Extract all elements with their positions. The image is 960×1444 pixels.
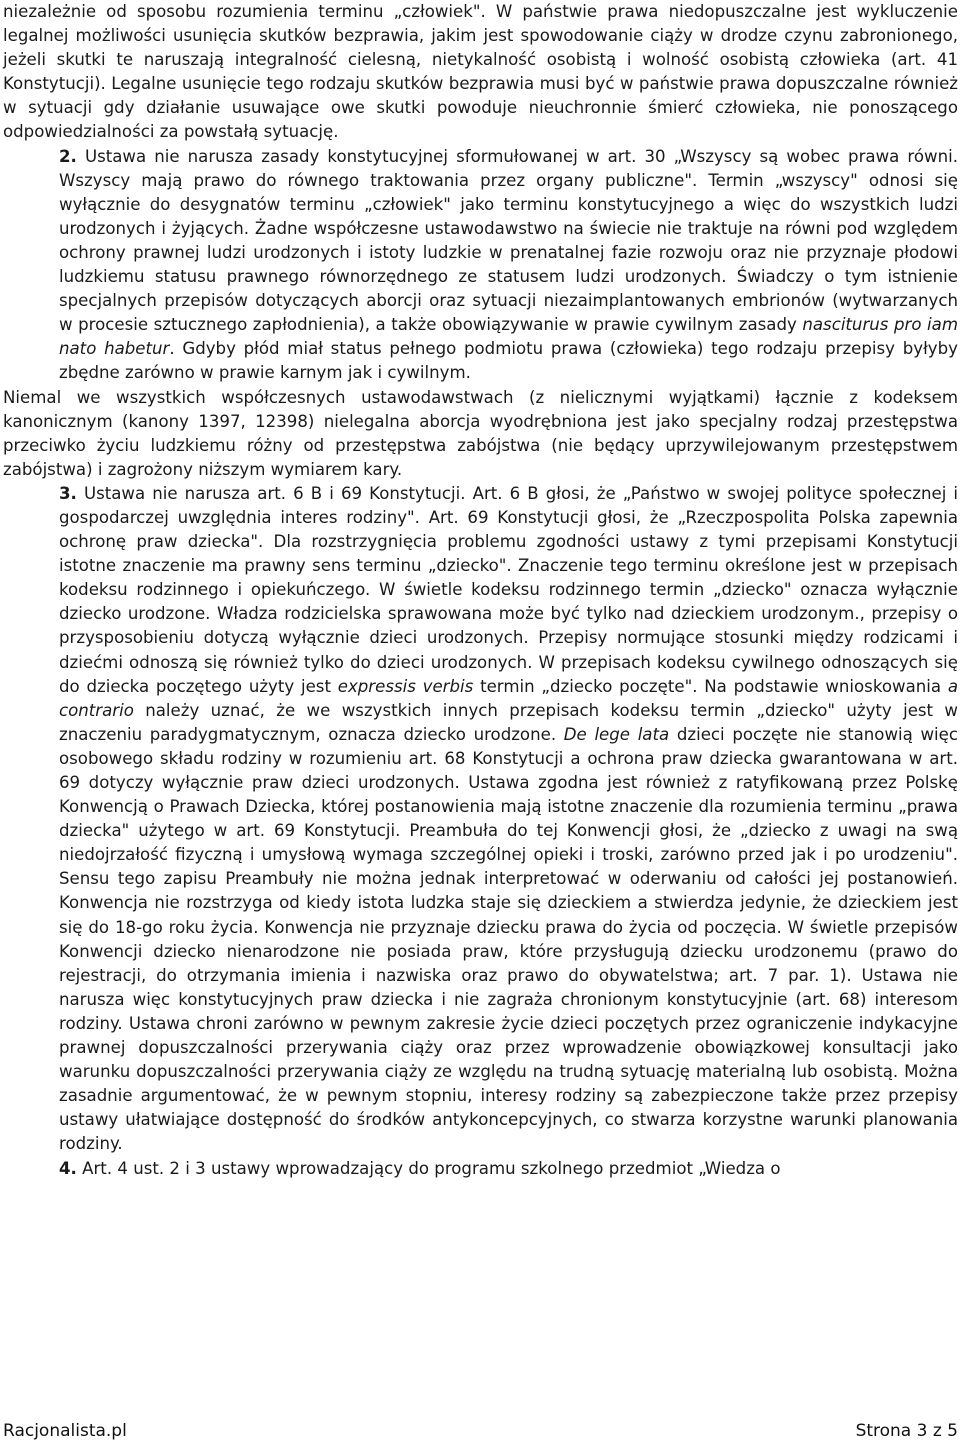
paragraph-5 xyxy=(3,1157,958,1181)
latin-phrase: a contrario xyxy=(59,676,958,720)
paragraph-4-text-c: należy uznać, że we wszystkich innych przepisach kodeksu termin „dziecko" użyty jest w znaczeniu paradygmatycznym, oznacza dziecko urodzone. xyxy=(59,700,958,744)
paragraph-1: niezależnie od sposobu rozumienia terminu „człowiek". W państwie prawa niedopuszczalne jest wykluczenie legalnej możliwości usunięcia skutków bezprawia, jakim jest spowodowanie ciąży w drodze czynu zabronionego, jeżeli skutki te naruszają integralność cielesną, nietykalność osobistą i wolność osobistą człowieka (art. 41 Konstytucji). Legalne usunięcie tego rodzaju skutków bezprawia musi być w państwie prawa dopuszczalne również w sytuacji gdy działanie usuwające owe skutki powoduje nieuchronnie śmierć człowieka, nie ponoszącego odpowiedzialności za powstałą sytuację. xyxy=(3,2,958,142)
paragraph-4 xyxy=(3,482,958,1157)
footer-page-number: Strona 3 z 5 xyxy=(855,1421,958,1441)
paragraph-2 xyxy=(3,145,958,386)
paragraph-3: Niemal we wszystkich współczesnych ustawodawstwach (z nielicznymi wyjątkami) łącznie z kodeksem kanonicznym (kanony 1397, 12398) nielegalna aborcja wyodrębniona jest jako specjalny rodzaj przestępstwa przeciwko życiu ludzkiemu różny od przestępstwa zabójstwa (nie będący uprzywilejowanym przestępstwem zabójstwa) i zagrożony niższym wymiarem kary. xyxy=(3,387,958,479)
latin-phrase: De lege lata xyxy=(563,724,670,744)
latin-phrase: nasciturus pro iam nato habetur xyxy=(59,315,958,359)
footer-site-name: Racjonalista.pl xyxy=(3,1421,127,1441)
paragraph-2-text-a: Ustawa nie narusza zasady konstytucyjnej sformułowanej w art. 30 „Wszyscy są wobec prawa równi. Wszyscy mają prawo do równego traktowania przez organy publiczne". Termin „wszyscy" odnosi się wyłącznie do desygnatów terminu „człowiek" jako terminu konstytucyjnego a więc do wszystkich ludzi urodzonych i żyjących. Żadne współczesne ustawodawstwo na świecie nie traktuje na równi pod względem ochrony prawnej ludzi urodzonych i istoty ludzkie w prenatalnej fazie rozwoju oraz nie przyznaje płodowi ludzkiemu statusu prawnego równorzędnego ze statusem ludzi urodzonych. Świadczy o tym istnienie specjalnych przepisów dotyczących aborcji oraz sytuacji niezaimplantowanych embrionów (wytwarzanych w procesie sztucznego zapłodnienia), a także obowiązywanie w prawie cywilnym zasady xyxy=(59,146,958,335)
section-number-2: 2. xyxy=(59,146,77,166)
paragraph-2-text-b: . Gdyby płód miał status pełnego podmiotu prawa (człowieka) tego rodzaju przepisy byłyby zbędne zarówno w prawie karnym jak i cywilnym. xyxy=(59,339,958,383)
paragraph-4-text-a: Ustawa nie narusza art. 6 B i 69 Konstytucji. Art. 6 B głosi, że „Państwo w swojej polityce społecznej i gospodarczej uwzględnia interes rodziny". Art. 69 Konstytucji głosi, że „Rzeczpospolita Polska zapewnia ochronę praw dziecka". Dla rozstrzygnięcia problemu zgodności ustawy z tymi przepisami Konstytucji istotne znaczenie ma prawny sens terminu „dziecko". Znaczenie tego terminu określone jest w przepisach kodeksu rodzinnego i opiekuńczego. W świetle kodeksu rodzinnego termin „dziecko" oznacza wyłącznie dziecko urodzone. Władza rodzicielska sprawowana może być tylko nad dzieckiem urodzonym., przepisy o przysposobieniu dotyczą wyłącznie dzieci urodzonych. Przepisy normujące stosunki między rodzicami i dziećmi odnoszą się również tylko do dzieci urodzonych. W przepisach kodeksu cywilnego odnoszących się do dziecka poczętego użyty jest xyxy=(59,483,958,696)
paragraph-5-text-a: Art. 4 ust. 2 i 3 ustawy wprowadzający do programu szkolnego przedmiot „Wiedza o xyxy=(76,1158,781,1178)
paragraph-4-text-d: dzieci poczęte nie stanowią więc osobowego składu rodziny w rozumieniu art. 68 Konstytucji a ochrona praw dziecka gwarantowana w art. 69 dotyczy wyłącznie praw dzieci urodzonych. Ustawa zgodna jest również z ratyfikowaną przez Polskę Konwencją o Prawach Dziecka, której postanowienia mają istotne znaczenie dla rozumienia terminu „prawa dziecka" użytego w art. 69 Konstytucji. Preambuła do tej Konwencji głosi, że „dziecko z uwagi na swą niedojrzałość fizyczną i umysłową wymaga szczególnej opieki i troski, zarówno przed jak i po urodzeniu". Sensu tego zapisu Preambuły nie można jednak interpretować w oderwaniu od całości jej postanowień. Konwencja nie rozstrzyga od kiedy istota ludzka staje się dzieckiem a stwierdza jedynie, że dzieckiem jest się do 18-go roku życia. Konwencja nie przyznaje dziecku prawa do życia od poczęcia. W świetle przepisów Konwencji dziecko nienarodzone nie posiada praw, które przysługują dziecku urodzonemu (prawo do rejestracji, do otrzymania imienia i nazwiska oraz prawo do obywatelstwa; art. 7 par. 1). Ustawa nie narusza więc konstytucyjnych praw dziecka i nie zagraża chronionym konstytucyjnie (art. 68) interesom rodziny. Ustawa chroni zarówno w pewnym zakresie życie dzieci poczętych przez ograniczenie indykacyjne prawnej dopuszczalności przerywania ciąży oraz przez wprowadzenie obowiązkowej konsultacji jako warunku dopuszczalności przerywania ciąży ze względu na trudną sytuację materialną lub osobistą. Można zasadnie argumentować, że w pewnym stopniu, interesy rodziny są zabezpieczone także przez przepisy ustawy ułatwiające dostępność do środków antykoncepcyjnych, co stwarza korzystne warunki planowania rodziny. xyxy=(59,724,958,1154)
page-footer xyxy=(3,1420,958,1442)
document-body xyxy=(3,0,958,1181)
paragraph-4-text-b: termin „dziecko poczęte". Na podstawie wnioskowania xyxy=(473,676,948,696)
latin-phrase: expressis verbis xyxy=(337,676,474,696)
section-number-4: 4. xyxy=(59,1158,77,1178)
section-number-3: 3. xyxy=(59,483,77,503)
